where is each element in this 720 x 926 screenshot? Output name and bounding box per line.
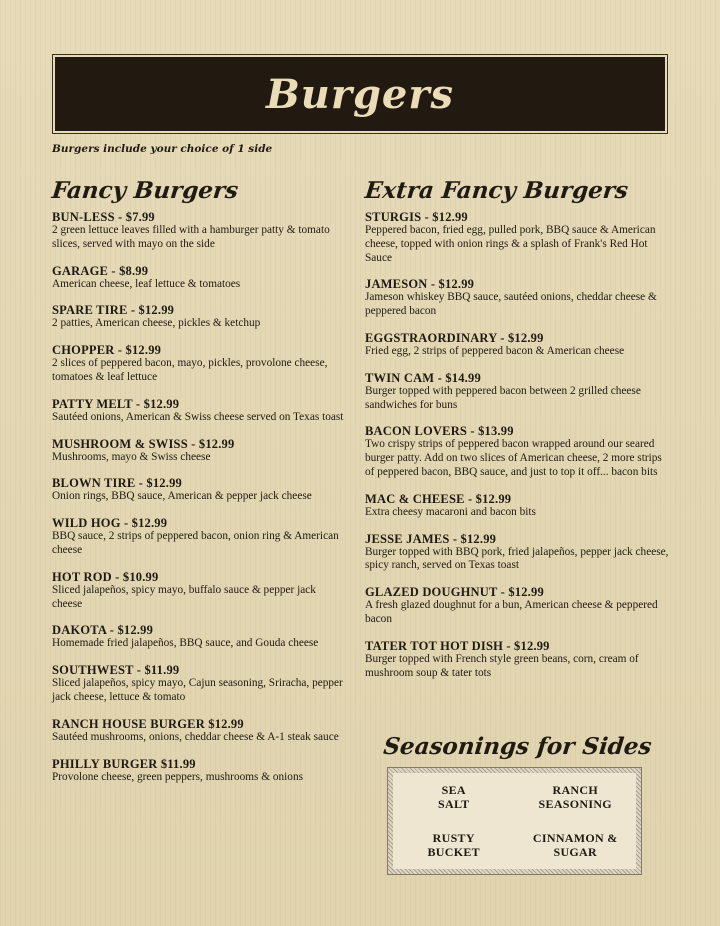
menu-item-title: SOUTHWEST - $11.99: [52, 663, 180, 678]
side-note: Burgers include your choice of 1 side: [52, 143, 273, 155]
menu-item: [52, 570, 348, 612]
extra-fancy-burger-list: [365, 210, 670, 680]
menu-item: [52, 757, 348, 785]
fancy-burgers-section: [52, 176, 348, 796]
menu-item-title: TATER TOT HOT DISH - $12.99: [365, 638, 550, 653]
menu-item-title: GLAZED DOUGHNUT - $12.99: [365, 585, 544, 600]
title-banner-inner: [55, 57, 665, 131]
menu-item: [52, 343, 348, 385]
section-title-extra-fancy: Extra Fancy Burgers: [363, 177, 630, 204]
menu-item-description: Peppered bacon, fried egg, pulled pork, BBQ sauce & American cheese, topped with onion rings & a splash of Frank's Red Hot Sauce: [365, 224, 656, 264]
menu-item-title: JAMESON - $12.99: [365, 277, 475, 292]
menu-item: [365, 210, 670, 265]
seasoning-item: CINNAMON & SUGAR: [532, 831, 618, 859]
menu-item-title: SPARE TIRE - $12.99: [52, 303, 175, 318]
seasoning-item: RUSTY BUCKET: [427, 831, 480, 859]
menu-item-title: HOT ROD - $10.99: [52, 569, 159, 584]
menu-item-description: Fried egg, 2 strips of peppered bacon & American cheese: [365, 344, 625, 357]
menu-item-description: 2 green lettuce leaves filled with a hamburger patty & tomato slices, served with mayo on the side: [52, 224, 330, 250]
menu-item-title: WILD HOG - $12.99: [52, 516, 168, 531]
menu-item-title: BACON LOVERS - $13.99: [365, 424, 514, 439]
menu-item: [52, 516, 348, 558]
menu-item: [365, 424, 670, 479]
menu-item: [365, 492, 670, 520]
menu-item: [52, 476, 348, 504]
menu-item-description: 2 slices of peppered bacon, mayo, pickles, provolone cheese, tomatoes & leaf lettuce: [52, 357, 328, 383]
extra-fancy-burgers-section: [365, 176, 670, 692]
title-banner: [52, 54, 668, 134]
menu-item-title: MUSHROOM & SWISS - $12.99: [52, 436, 235, 451]
menu-item-title: BUN-LESS - $7.99: [52, 210, 155, 224]
menu-item-description: Mushrooms, mayo & Swiss cheese: [52, 450, 211, 463]
menu-item-description: Extra cheesy macaroni and bacon bits: [365, 505, 536, 518]
menu-item-description: American cheese, leaf lettuce & tomatoes: [52, 277, 241, 290]
menu-item: [365, 585, 670, 627]
menu-item: [52, 264, 348, 292]
menu-item: [52, 210, 348, 252]
menu-item: [52, 663, 348, 705]
menu-item-title: BLOWN TIRE - $12.99: [52, 476, 182, 491]
menu-item-description: BBQ sauce, 2 strips of peppered bacon, onion ring & American cheese: [52, 530, 339, 556]
menu-item: [52, 303, 348, 331]
menu-item-title: MAC & CHEESE - $12.99: [365, 491, 512, 506]
menu-item: [365, 371, 670, 413]
menu-item: [365, 277, 670, 319]
menu-item-description: Burger topped with peppered bacon between 2 grilled cheese sandwiches for buns: [365, 384, 641, 411]
menu-item-title: CHOPPER - $12.99: [52, 343, 162, 358]
menu-item-title: PHILLY BURGER $11.99: [52, 756, 196, 771]
menu-item-description: Sautéed mushrooms, onions, cheddar cheese & A-1 steak sauce: [52, 730, 339, 743]
menu-item: [52, 397, 348, 425]
menu-item-description: Homemade fried jalapeños, BBQ sauce, and Gouda cheese: [52, 637, 319, 650]
section-title-fancy: Fancy Burgers: [50, 177, 240, 204]
fancy-burger-list: [52, 210, 348, 784]
menu-item-description: Burger topped with French style green beans, corn, cream of mushroom soup & tater tots: [365, 652, 639, 679]
menu-item-title: RANCH HOUSE BURGER $12.99: [52, 716, 244, 731]
menu-item-description: Provolone cheese, green peppers, mushrooms & onions: [52, 770, 303, 783]
menu-item-description: Sautéed onions, American & Swiss cheese served on Texas toast: [52, 410, 344, 423]
menu-item-title: GARAGE - $8.99: [52, 263, 149, 278]
menu-item: [52, 437, 348, 465]
section-title-seasonings: Seasonings for Sides: [382, 733, 653, 760]
menu-item-description: Jameson whiskey BBQ sauce, sautéed onions, cheddar cheese & peppered bacon: [365, 291, 657, 318]
seasoning-item: SEA SALT: [438, 783, 470, 811]
menu-item-description: Two crispy strips of peppered bacon wrapped around our seared burger patty. Add on two slices of American cheese, 2 more strips of peppered bacon, BBQ sauce, and just to top it off... bacon bits: [365, 438, 662, 478]
menu-item: [365, 331, 670, 359]
menu-item-title: PATTY MELT - $12.99: [52, 396, 180, 411]
page-title: Burgers: [266, 70, 454, 118]
seasonings-grid: [393, 773, 636, 869]
menu-item-description: Burger topped with BBQ pork, fried jalapeños, pepper jack cheese, spicy ranch, served on Texas toast: [365, 545, 669, 572]
menu-item: [52, 623, 348, 651]
menu-item: [52, 717, 348, 745]
seasonings-section: [365, 732, 670, 875]
menu-item-title: JESSE JAMES - $12.99: [365, 531, 497, 546]
menu-item-description: Sliced jalapeños, spicy mayo, Cajun seasoning, Sriracha, pepper jack cheese, lettuce & tomato: [52, 677, 343, 703]
menu-item-title: STURGIS - $12.99: [365, 210, 468, 224]
menu-item-title: EGGSTRAORDINARY - $12.99: [365, 330, 544, 345]
menu-item-description: Sliced jalapeños, spicy mayo, buffalo sauce & pepper jack cheese: [52, 583, 316, 610]
menu-item: [365, 639, 670, 681]
seasoning-item: RANCH SEASONING: [538, 783, 612, 811]
menu-item: [365, 532, 670, 574]
seasonings-box: [387, 767, 642, 875]
menu-item-title: TWIN CAM - $14.99: [365, 370, 481, 385]
menu-item-description: Onion rings, BBQ sauce, American & pepper jack cheese: [52, 490, 312, 503]
menu-item-description: A fresh glazed doughnut for a bun, American cheese & peppered bacon: [365, 599, 658, 625]
menu-item-title: DAKOTA - $12.99: [52, 623, 154, 638]
menu-item-description: 2 patties, American cheese, pickles & ketchup: [52, 317, 261, 330]
